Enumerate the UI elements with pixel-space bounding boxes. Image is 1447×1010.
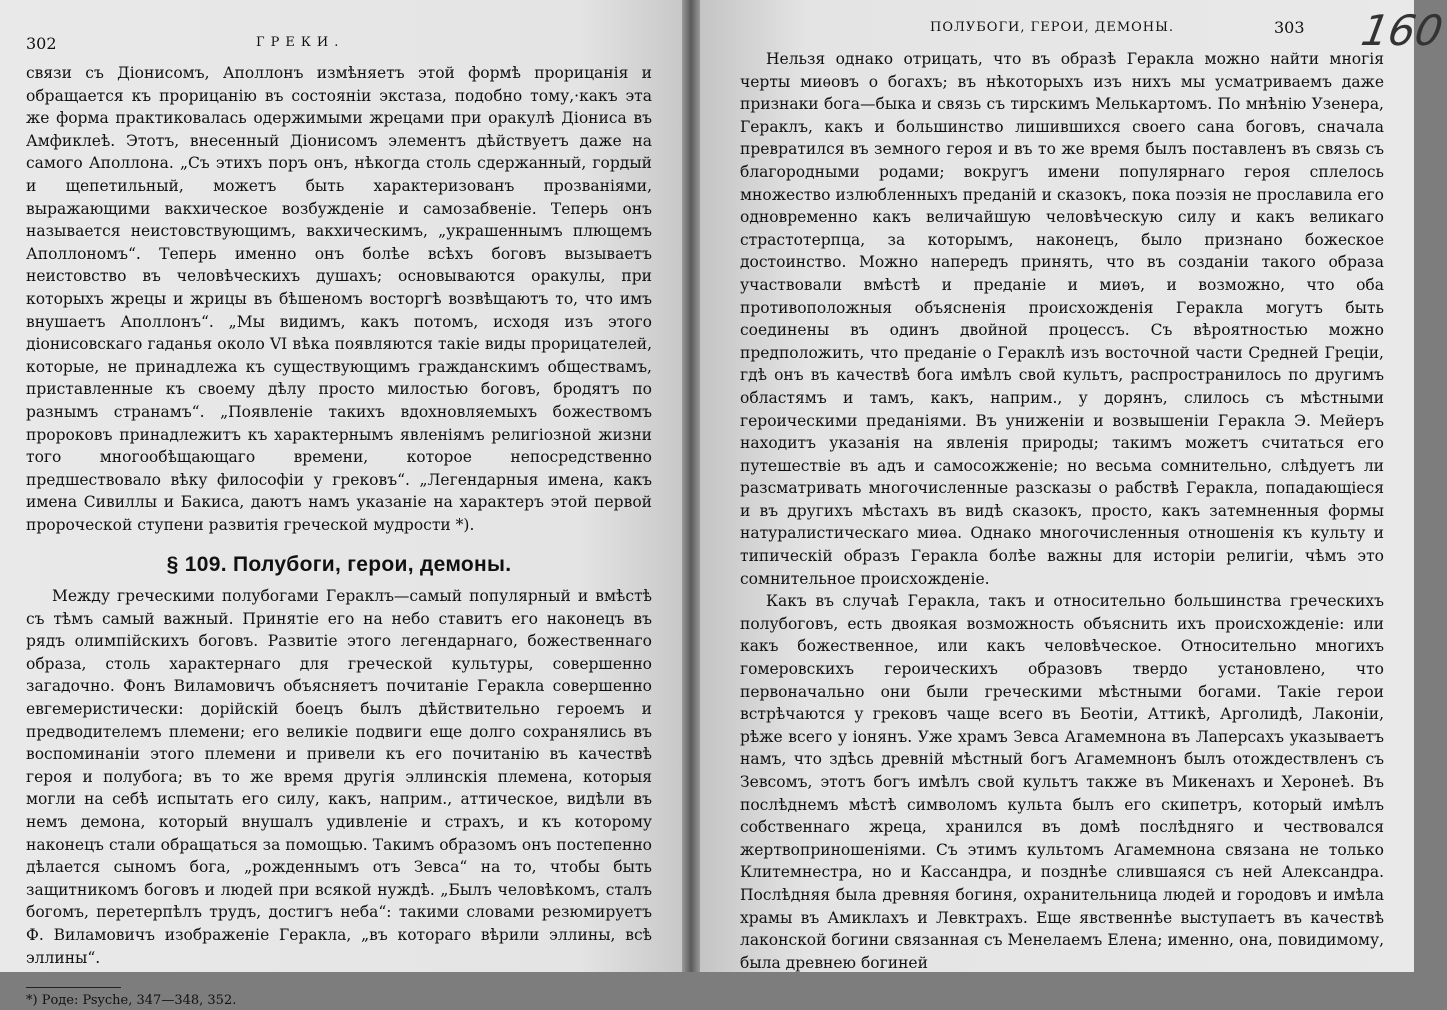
section-title: § 109. Полубоги, герои, демоны. xyxy=(166,553,512,577)
left-paragraph-2: Между греческими полубогами Гераклъ—самый популярный и вмѣстѣ съ тѣмъ самый важный. Принятіе его на небо ставитъ его наконецъ въ рядъ олимпійскихъ боговъ. Развитіе этого легендарнаго, божественнаго образа, столь характернаго для греческой культуры, совершенно загадочно. Фонъ Виламовичъ объясняетъ почитаніе Геракла совершенно евгемеристически: дорійскій боецъ былъ дѣйствительно героемъ и предводителемъ племени; его великіе подвиги еще долго сохранялись въ воспоминаніи этого племени и привели къ его почитанію въ качествѣ героя и полубога; въ то же время другія эллинскія племена, которыя могли на себѣ испытать его силу, какъ, наприм., аттическое, видѣли въ немъ демона, который внушалъ удивленіе и страхъ, и къ которому наконецъ стали обращаться за помощью. Такимъ образомъ онъ постепенно дѣлается сыномъ бога, „рожденнымъ отъ Зевса“ на то, чтобы быть защитникомъ боговъ и людей при всякой нуждѣ. „Былъ человѣкомъ, сталъ богомъ, перетерпѣлъ трудъ, достигъ неба“: такими словами резюмируетъ Ф. Виламовичъ изображеніе Геракла, „въ котораго вѣрили эллины, всѣ эллины“. xyxy=(26,587,652,967)
left-page-number: 302 xyxy=(26,34,57,53)
handwritten-mark: 160 xyxy=(1357,6,1447,55)
right-running-title: ПОЛУБОГИ, ГЕРОИ, ДЕМОНЫ. xyxy=(930,20,1175,35)
right-paragraph-1: Нельзя однако отрицать, что въ образѣ Геракла можно найти многія черты миѳовъ о богахъ; въ нѣкоторыхъ изъ нихъ мы усматриваемъ даже признаки бога—быка и связь съ тирскимъ Мелькартомъ. По мнѣнію Узенера, Гераклъ, какъ и большинство лишившихся своего сана боговъ, сначала превратился въ земного героя и въ то же время былъ поставленъ въ связь съ благородными родами; вокругъ имени популярнаго героя сплелось множество излюбленныхъ преданій и сказокъ, пока поэзія не прославила его одновременно какъ величайшую человѣческую силу и какъ великаго страстотерпца, за которымъ, наконецъ, было признано божеское достоинство. Можно напередъ принять, что въ созданіи такого образа участвовали вмѣстѣ и преданіе и миѳъ, и возможно, что оба противоположныя объясненія происхожденія Геракла могутъ быть соединены въ одинъ двойной процессъ. Съ вѣроятностью можно предположить, что преданіе о Гераклѣ изъ восточной части Средней Греціи, гдѣ онъ въ качествѣ бога имѣлъ свой культъ, распространилось по другимъ областямъ и тамъ, какъ, наприм., у дорянъ, слилось съ мѣстными героическими преданіями. Въ униженіи и возвышеніи Геракла Э. Мейеръ находитъ указанія на явленія природы; такимъ можетъ считаться его путешествіе въ адъ и самосожженіе; но весьма сомнительно, слѣдуетъ ли разсматривать многочисленные разсказы о рабствѣ Геракла, попадающіеся и въ другихъ мѣстахъ въ видѣ сказокъ, просто, какъ затемненныя формы натуралистическаго миѳа. Однако многочисленныя отношенія къ культу и типическій образъ Геракла болѣе важны для исторіи религіи, чѣмъ это сомнительное происхожденіе. xyxy=(740,50,1384,588)
book-gutter xyxy=(682,0,700,972)
right-running-head xyxy=(740,6,1447,55)
footnote: *) Роде: Psyche, 347—348, 352. xyxy=(26,993,237,1009)
right-paragraph-2: Какъ въ случаѣ Геракла, такъ и относительно большинства греческихъ полубоговъ, есть двоякая возможность объяснить ихъ происхожденіе: или какъ божественное, или какъ человѣческое. Относительно многихъ гомеровскихъ героическихъ образовъ твердо установлено, что первоначально они были греческими мѣстными богами. Такіе герои встрѣчаются у грековъ чаще всего въ Беотіи, Аттикѣ, Арголидѣ, Лаконіи, рѣже всего у іонянъ. Уже храмъ Зевса Агамемнона въ Лаперсахъ указываетъ намъ, что здѣсь древній мѣстный богъ Агамемнонъ былъ отождествленъ съ Зевсомъ, этотъ богъ имѣлъ свой культъ также въ Микенахъ и Херонеѣ. Въ послѣднемъ мѣстѣ символомъ культа былъ его скипетръ, который имѣлъ собственнаго жреца, хранился въ домѣ послѣдняго и чествовался жертвоприношеніями. Съ этимъ культомъ Агамемнона связана не только Клитемнестра, но и Кассандра, и позднѣе слившаяся съ ней Александра. Послѣдняя была древняя богиня, охранительница людей и городовъ и имѣла храмы въ Амиклахъ и Левктрахъ. Еще явственнѣе выступаетъ въ качествѣ лаконской богини связанная съ Менелаемъ Елена; именно, она, повидимому, была древнею богиней xyxy=(740,592,1384,972)
right-page-number: 303 xyxy=(1274,18,1305,37)
left-page xyxy=(0,0,682,1009)
footnote-rule xyxy=(26,987,121,988)
left-running-title: ГРЕКИ. xyxy=(256,35,345,50)
right-body xyxy=(740,48,1384,974)
right-page xyxy=(700,0,1447,972)
left-paragraph-1: связи съ Діонисомъ, Аполлонъ измѣняетъ этой формѣ прорицанія и обращается къ прорицанію въ состояніи экстаза, подобно тому,·какъ эта же форма практиковалась одержимыми жрецами при оракулѣ Діониса въ Амфиклеѣ. Этотъ, внесенный Діонисомъ элементъ дѣйствуетъ даже на самого Аполлона. „Съ этихъ поръ онъ, нѣкогда столь сдержанный, гордый и щепетильный, можетъ быть характеризованъ прозваніями, выражающими вакхическое возбужденіе и самозабвеніе. Теперь онъ называется неистовствующимъ, вакхическимъ, „украшеннымъ плющемъ Аполлономъ“. Теперь именно онъ болѣе всѣхъ боговъ вызываетъ неистовство въ человѣческихъ душахъ; основываются оракулы, при которыхъ жрецы и жрицы въ бѣшеномъ восторгѣ возвѣщаютъ то, что имъ внушаетъ Аполлонъ“. „Мы видимъ, какъ потомъ, исходя изъ этого діонисовскаго гаданья около VI вѣка появляются такіе виды прорицателей, которые, не принадлежа къ существующимъ гражданскимъ обществамъ, приставленные къ своему дѣлу просто милостью боговъ, бродятъ по разнымъ странамъ“. „Появленіе такихъ вдохновляемыхъ божествомъ пророковъ принадлежитъ къ характернымъ явленіямъ религіозной жизни того многообѣщающаго времени, которое непосредственно предшествовало вѣку философіи у грековъ“. „Легендарныя имена, какъ имена Сивиллы и Бакиса, даютъ намъ указаніе на характеръ этой первой пророческой ступени развитія греческой мудрости *). xyxy=(26,64,652,534)
left-body xyxy=(26,62,652,1010)
left-running-head xyxy=(26,28,652,58)
